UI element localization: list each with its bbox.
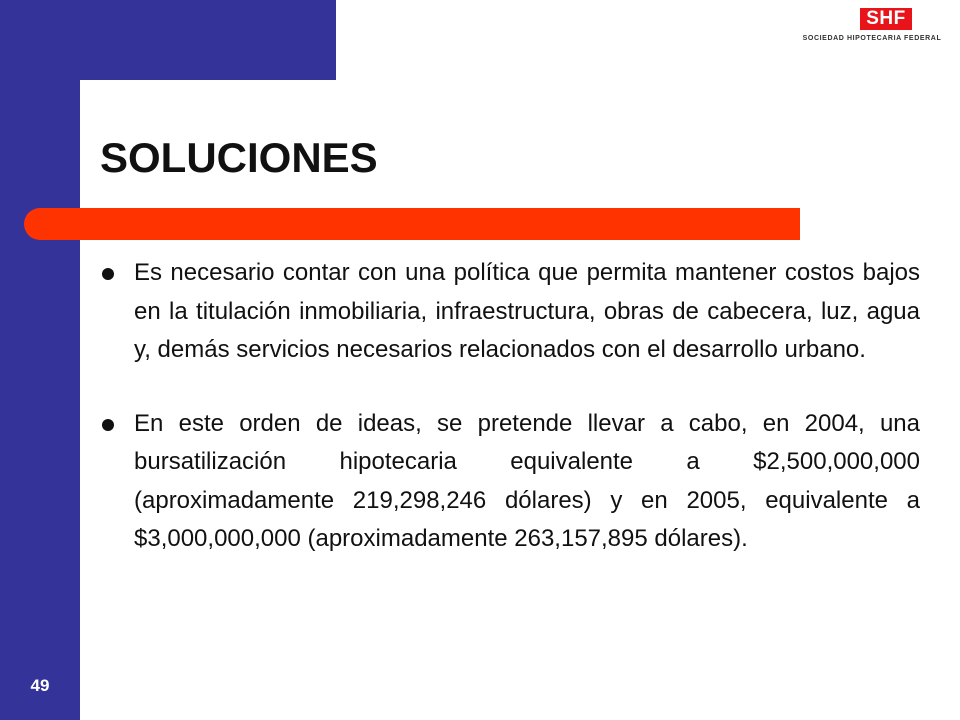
logo-mark: SHF <box>860 8 912 30</box>
title-accent-bar <box>24 208 800 240</box>
logo-subtitle: SOCIEDAD HIPOTECARIA FEDERAL <box>802 35 942 42</box>
bullet-dot-icon <box>102 268 114 280</box>
bullet-text: Es necesario contar con una política que permita mantener costos bajos en la titulación inmobiliaria, infraestructura, obras de cabecera, luz, agua y, demás servicios necesarios relacionados con el desarrollo urbano. <box>134 259 920 363</box>
bullet-item <box>100 405 920 559</box>
bullet-list <box>100 254 920 559</box>
bullet-text: En este orden de ideas, se pretende llevar a cabo, en 2004, una bursatilización hipotecaria equivalente a $2,500,000,000 (aproximadamente 219,298,246 dólares) y en 2005, equivalente a $3,000,000,000 (aproximadamente 263,157,895 dólares). <box>134 409 920 552</box>
left-sidebar-band <box>0 0 80 720</box>
top-header-block <box>80 0 336 80</box>
slide-title: SOLUCIONES <box>100 134 378 181</box>
page-number: 49 <box>30 676 50 695</box>
bullet-item <box>100 254 920 370</box>
bullet-dot-icon <box>102 419 114 431</box>
corner-curve <box>80 80 140 140</box>
shf-logo <box>802 8 942 52</box>
